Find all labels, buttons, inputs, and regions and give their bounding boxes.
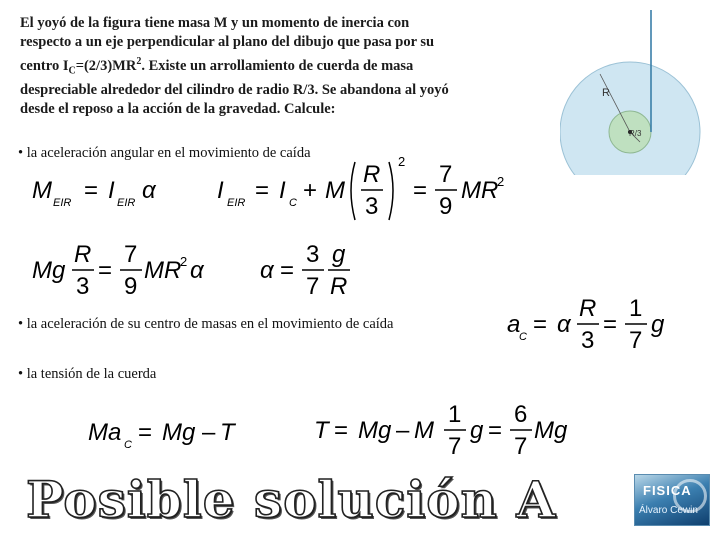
bullet-tension: • la tensión de la cuerda xyxy=(18,366,157,382)
equation-tension-result xyxy=(312,398,572,464)
svg-text:Ma: Ma xyxy=(88,419,122,446)
bullet-angular-acceleration: • la aceleración angular en el movimiento de caída xyxy=(18,145,311,161)
svg-text:I: I xyxy=(217,177,224,204)
svg-text:M: M xyxy=(414,417,434,444)
svg-text:=: = xyxy=(84,177,99,204)
svg-text:I: I xyxy=(279,177,286,204)
svg-text:R: R xyxy=(74,241,92,268)
problem-line-1: El yoyó de la figura tiene masa M y un momento de inercia con xyxy=(20,15,410,31)
problem-line-3: centro $I_C=(2/3)MR^2$. Existe un arrollamiento de cuerda de masa xyxy=(20,56,414,77)
svg-text:=: = xyxy=(488,417,503,444)
svg-text:T: T xyxy=(220,419,235,446)
svg-text:3: 3 xyxy=(306,241,320,268)
svg-text:C: C xyxy=(289,197,297,209)
svg-text:=: = xyxy=(98,257,113,284)
svg-text:α: α xyxy=(557,311,571,338)
svg-text:R: R xyxy=(330,273,348,300)
svg-text:2: 2 xyxy=(180,254,188,269)
svg-text:M: M xyxy=(32,177,52,204)
equation-inertia xyxy=(215,150,515,226)
svg-text:7: 7 xyxy=(124,241,138,268)
svg-text:9: 9 xyxy=(124,273,138,300)
svg-text:1: 1 xyxy=(448,401,462,428)
svg-text:–: – xyxy=(202,419,216,446)
solution-title: Posible solución A xyxy=(26,470,557,529)
svg-text:I: I xyxy=(108,177,115,204)
equation-center-acceleration xyxy=(505,292,670,358)
svg-text:6: 6 xyxy=(514,401,528,428)
label-r: R xyxy=(602,87,610,99)
svg-text:=: = xyxy=(603,311,618,338)
svg-text:EIR: EIR xyxy=(227,197,246,209)
problem-statement xyxy=(20,14,540,119)
svg-text:M: M xyxy=(325,177,345,204)
svg-text:3: 3 xyxy=(76,273,90,300)
svg-text:2: 2 xyxy=(398,154,406,169)
svg-text:–: – xyxy=(396,417,410,444)
svg-text:9: 9 xyxy=(439,193,453,220)
bullet-center-acceleration: • la aceleración de su centro de masas en el movimiento de caída xyxy=(18,316,394,332)
equation-newton xyxy=(86,412,246,452)
equation-dynamics xyxy=(30,238,220,304)
svg-text:Mg: Mg xyxy=(358,417,392,444)
svg-text:MR: MR xyxy=(144,257,182,284)
problem-line-5: desde el reposo a la acción de la gravedad. Calcule: xyxy=(20,100,336,117)
fisica-logo xyxy=(634,474,710,526)
svg-text:α: α xyxy=(260,257,274,284)
svg-text:=: = xyxy=(255,177,270,204)
svg-text:3: 3 xyxy=(365,193,379,220)
svg-text:=: = xyxy=(334,417,349,444)
svg-text:=: = xyxy=(138,419,153,446)
svg-text:1: 1 xyxy=(629,295,643,322)
svg-text:=: = xyxy=(280,257,295,284)
svg-text:EIR: EIR xyxy=(53,197,72,209)
svg-text:α: α xyxy=(142,177,156,204)
yoyo-diagram xyxy=(560,10,710,175)
svg-text:R: R xyxy=(363,161,381,188)
svg-text:Mg: Mg xyxy=(32,257,66,284)
svg-text:3: 3 xyxy=(581,327,595,354)
svg-text:C: C xyxy=(124,439,132,451)
svg-text:α: α xyxy=(190,257,204,284)
svg-text:T: T xyxy=(314,417,329,444)
problem-line-2: respecto a un eje perpendicular al plano del dibujo que pasa por su xyxy=(20,34,435,50)
svg-text:7: 7 xyxy=(448,433,462,460)
svg-text:g: g xyxy=(470,417,484,444)
logo-text: FISICA xyxy=(643,483,692,498)
svg-text:2: 2 xyxy=(497,174,505,189)
svg-text:7: 7 xyxy=(439,161,453,188)
svg-text:7: 7 xyxy=(306,273,320,300)
svg-text:g: g xyxy=(651,311,665,338)
equation-alpha-result xyxy=(258,238,368,304)
svg-text:EIR: EIR xyxy=(117,197,136,209)
svg-text:=: = xyxy=(413,177,428,204)
problem-line-4: despreciable alrededor del cilindro de radio R/3. Se abandona al yoyó xyxy=(20,81,449,98)
logo-subtext: Álvaro Cewin xyxy=(639,505,698,516)
svg-text:7: 7 xyxy=(629,327,643,354)
svg-text:a: a xyxy=(507,311,521,338)
svg-text:C: C xyxy=(519,331,527,343)
svg-text:g: g xyxy=(332,241,346,268)
svg-text:=: = xyxy=(533,311,548,338)
svg-text:Mg: Mg xyxy=(534,417,568,444)
equation-torque xyxy=(30,168,180,212)
svg-text:MR: MR xyxy=(461,177,499,204)
svg-text:R: R xyxy=(579,295,597,322)
svg-text:+: + xyxy=(303,177,318,204)
svg-text:7: 7 xyxy=(514,433,528,460)
label-r3: R/3 xyxy=(629,129,642,138)
svg-text:Mg: Mg xyxy=(162,419,196,446)
